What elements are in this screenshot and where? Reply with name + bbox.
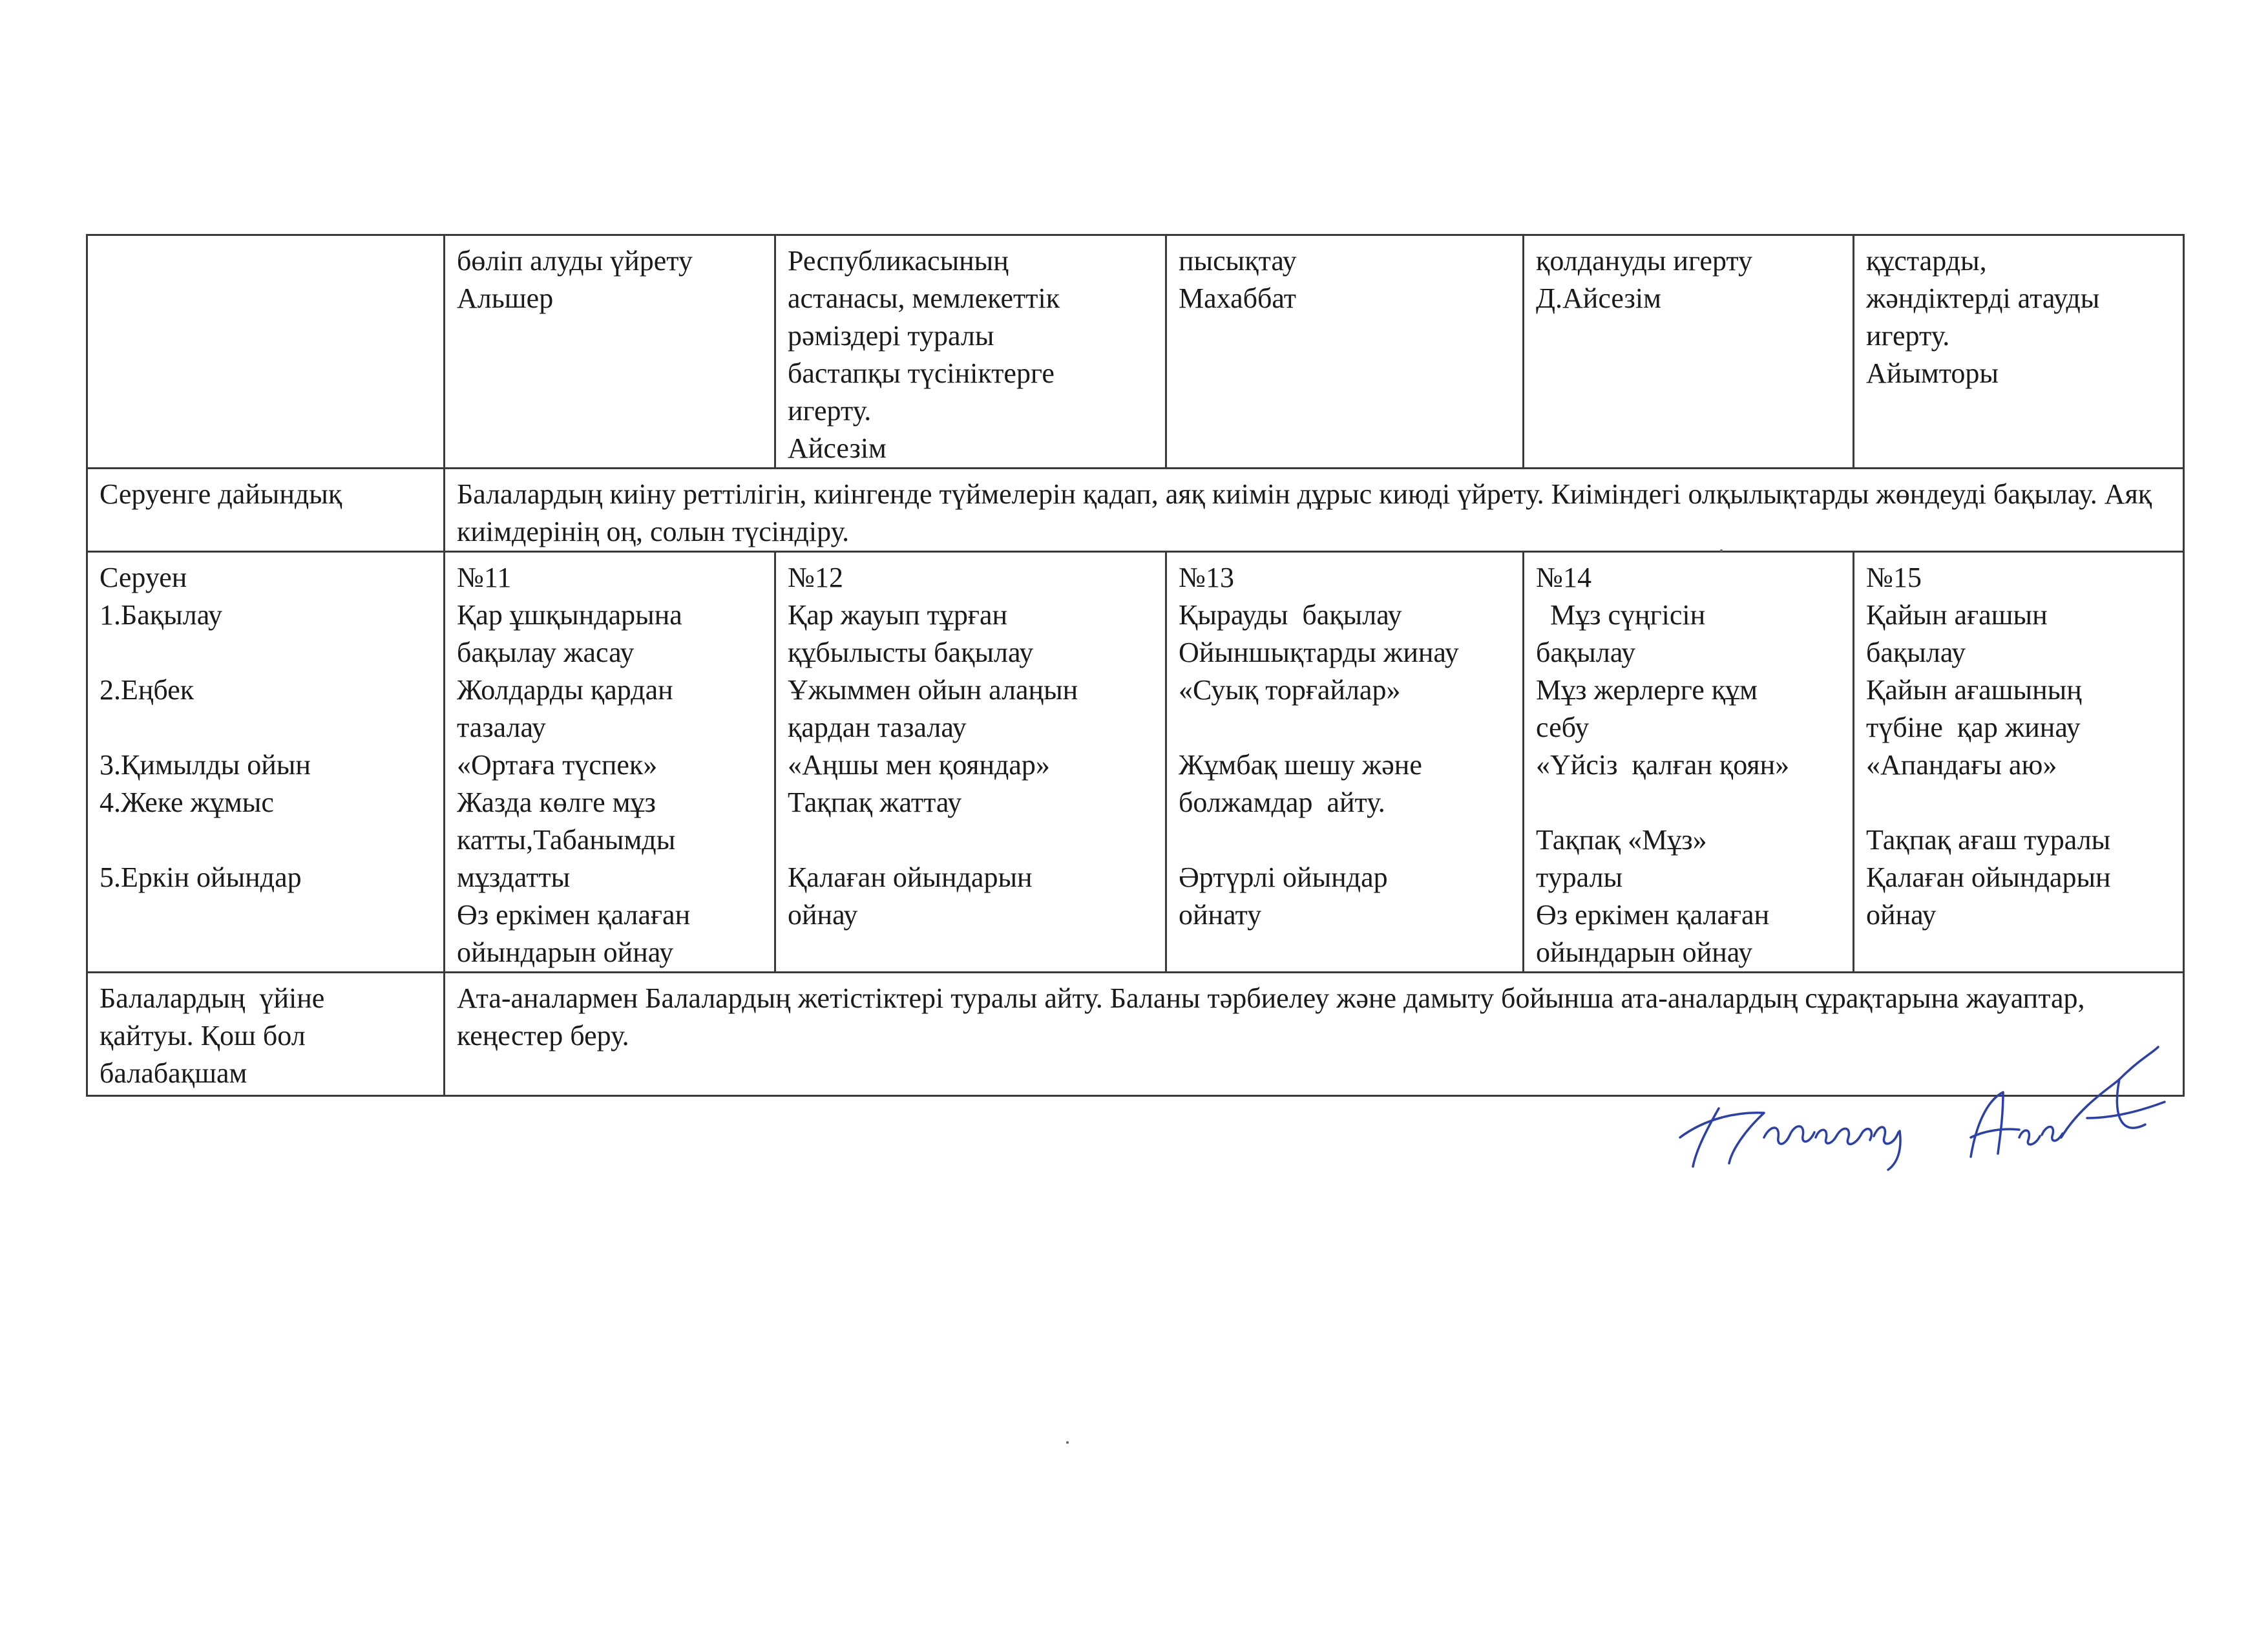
text-line: мұздатты [457, 861, 571, 893]
table-cell [1854, 552, 2184, 973]
text-line: түбіне қар жинау [1866, 712, 2081, 743]
table-cell [1524, 552, 1854, 973]
table-row-walk [87, 552, 2184, 973]
text-line: құбылысты бақылау [788, 637, 1034, 668]
text-line: Айымторы [1866, 357, 1999, 389]
table-row-walk-preparation [87, 469, 2184, 552]
text-line: Ойыншықтарды жинау [1179, 637, 1459, 668]
text-line: бөліп алуды үйрету [457, 245, 693, 277]
text-line: «Аңшы мен қояндар» [788, 749, 1050, 781]
text-line: Жазда көлге мұз [457, 787, 656, 818]
text-line: бақылау [1866, 637, 1966, 668]
text-line: Балалардың үйіне [100, 982, 325, 1014]
text-line: пысықтау [1179, 245, 1297, 277]
text-line: Альшер [457, 282, 554, 314]
text-line [1179, 821, 1512, 859]
text-line: Мұз сүңгісін [1536, 599, 1706, 631]
text-line: «Үйсіз қалған қоян» [1536, 749, 1790, 781]
text-line: Өз еркімен қалаған [1536, 899, 1770, 931]
row-label [87, 552, 445, 973]
table-cell [1524, 235, 1854, 469]
text-line: жәндіктерді атауды [1866, 282, 2100, 314]
text-line: Қар ұшқындарына [457, 599, 682, 631]
merged-cell: Балалардың киіну реттілігін, киінгенде түймелерін қадап, аяқ киімін дұрыс киюді үйрету. Киіміндегі олқылықтарды жөндеуді бақылау. Аяқ киімдерінің оң, солын түсіндіру. [445, 469, 2184, 552]
text-line: катты,Табанымды [457, 824, 676, 856]
text-line: Тақпақ ағаш туралы [1866, 824, 2111, 856]
text-line: қайтуы. Қош бол [100, 1020, 306, 1051]
text-line: қардан тазалау [788, 712, 967, 743]
daily-plan-table [86, 234, 2185, 1097]
table-cell [1854, 235, 2184, 469]
text-line: 4.Жеке жұмыс [100, 787, 274, 818]
text-line: туралы [1536, 861, 1623, 893]
text-line [788, 821, 1155, 859]
handwritten-signature [1667, 1041, 2184, 1176]
text-line: Қар жауып тұрған [788, 599, 1008, 631]
table-cell [445, 235, 775, 469]
row-label-empty [87, 235, 445, 469]
text-line: Қайын ағашын [1866, 599, 2048, 631]
merged-cell: Ата-аналармен Балалардың жетістіктері туралы айту. Баланы тәрбиелеу және дамыту бойынша ата-аналардың сұрақтарына жауаптар, кеңестер беру. [445, 973, 2184, 1096]
text-line: Қайын ағашының [1866, 674, 2082, 706]
table-cell [1166, 235, 1524, 469]
text-line: Тақпақ «Мұз» [1536, 824, 1707, 856]
text-line [1179, 709, 1512, 746]
text-line: Өз еркімен қалаған [457, 899, 691, 931]
text-line: Д.Айсезім [1536, 282, 1661, 314]
text-line: ойнау [788, 899, 858, 931]
text-line: 1.Бақылау [100, 599, 222, 631]
text-line: Әртүрлі ойындар [1179, 861, 1388, 893]
text-line: №12 [788, 562, 843, 593]
text-line: ойнау [1866, 899, 1937, 931]
row-label: Серуенге дайындық [87, 469, 445, 552]
text-line: Республикасының [788, 245, 1009, 277]
text-line: бастапқы түсініктерге [788, 357, 1055, 389]
table-cell [775, 235, 1166, 469]
text-line: Қалаған ойындарын [1866, 861, 2111, 893]
text-line: себу [1536, 712, 1590, 743]
text-line: Жолдарды қардан [457, 674, 673, 706]
text-line: 2.Еңбек [100, 674, 194, 706]
text-line: ойындарын ойнау [457, 936, 674, 968]
text-line: «Апандағы аю» [1866, 749, 2057, 781]
text-line: 5.Еркін ойындар [100, 861, 302, 893]
text-line: ойындарын ойнау [1536, 936, 1753, 968]
text-line: Тақпақ жаттау [788, 787, 962, 818]
row-label [87, 973, 445, 1096]
text-line [100, 821, 433, 859]
table-cell [1166, 552, 1524, 973]
text-line: Ұжыммен ойын алаңын [788, 674, 1078, 706]
text-line: ойнату [1179, 899, 1262, 931]
text-line: Жұмбақ шешу және [1179, 749, 1422, 781]
text-line: бақылау [1536, 637, 1636, 668]
text-line: 3.Қимылды ойын [100, 749, 311, 781]
text-line: Қалаған ойындарын [788, 861, 1033, 893]
text-line: №14 [1536, 562, 1591, 593]
text-line: №13 [1179, 562, 1234, 593]
text-line: балабақшам [100, 1057, 247, 1089]
text-line [1866, 784, 2172, 821]
text-line: тазалау [457, 712, 546, 743]
text-line: игерту. [788, 395, 872, 427]
text-line: №15 [1866, 562, 1922, 593]
text-line [100, 634, 433, 671]
text-line: болжамдар айту. [1179, 787, 1385, 818]
scan-speck [1066, 1441, 1069, 1444]
text-line: Серуен [100, 562, 187, 593]
text-line: Айсезім [788, 432, 887, 464]
text-line: рәміздері туралы [788, 320, 994, 352]
text-line: №11 [457, 562, 512, 593]
text-line: қолдануды игерту [1536, 245, 1753, 277]
text-line: «Суық торғайлар» [1179, 674, 1401, 706]
table-cell [445, 552, 775, 973]
text-line [1536, 784, 1842, 821]
table-row-continuation [87, 235, 2184, 469]
text-line [100, 709, 433, 746]
text-line: игерту. [1866, 320, 1950, 352]
table-cell [775, 552, 1166, 973]
text-line: құстарды, [1866, 245, 1987, 277]
scan-speck [1720, 549, 1723, 552]
text-line: «Ортаға түспек» [457, 749, 658, 781]
text-line: Мұз жерлерге құм [1536, 674, 1758, 706]
text-line: астанасы, мемлекеттік [788, 282, 1060, 314]
text-line: Махаббат [1179, 282, 1296, 314]
text-line: Қырауды бақылау [1179, 599, 1402, 631]
text-line: бақылау жасау [457, 637, 635, 668]
